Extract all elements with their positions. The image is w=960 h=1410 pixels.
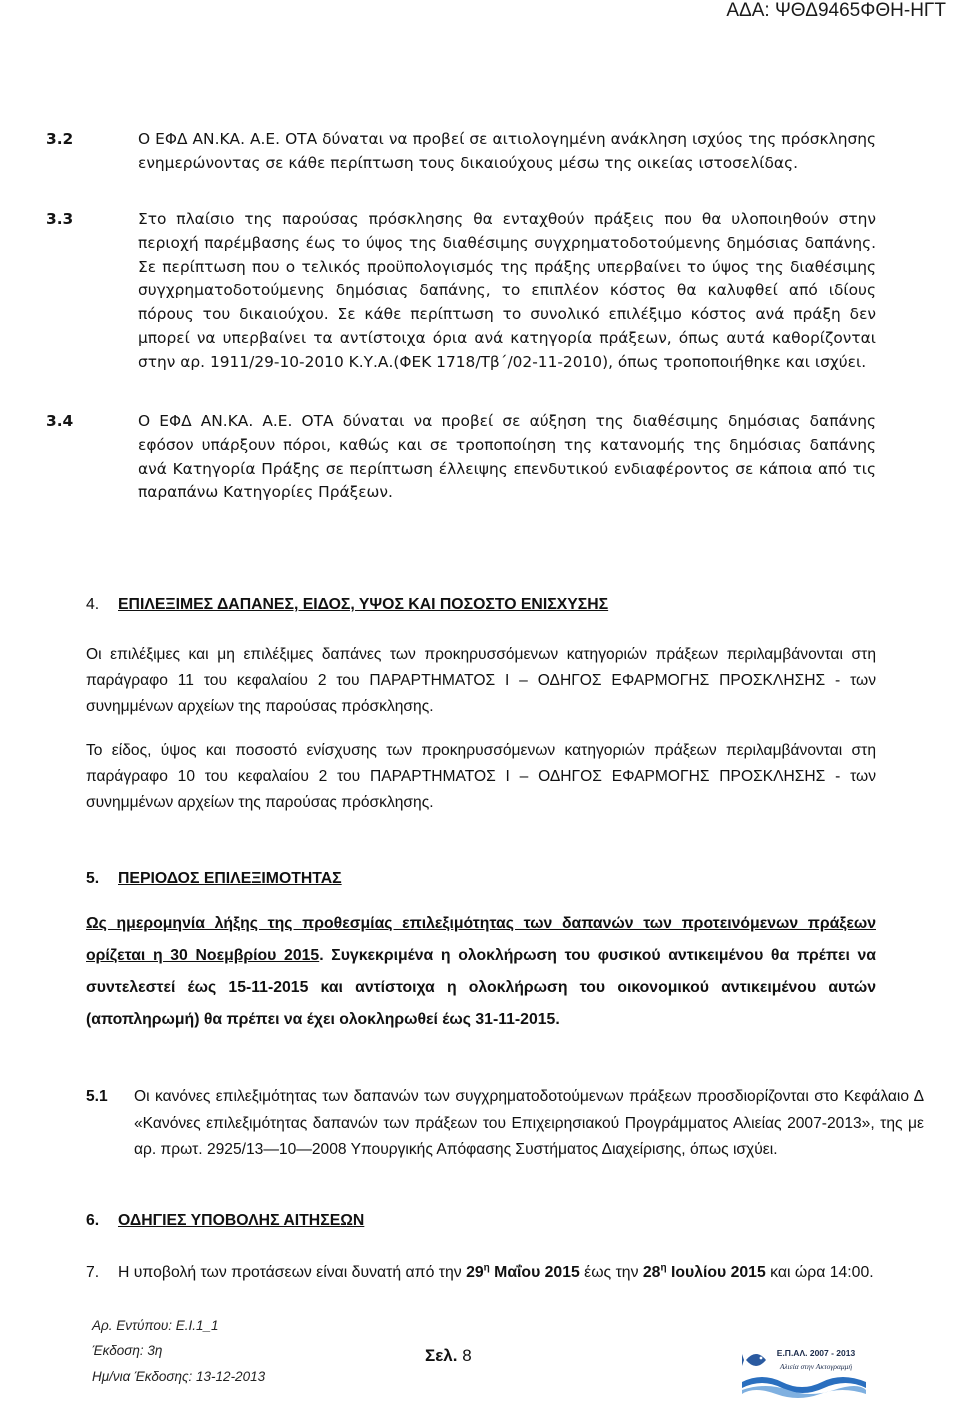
section-number: 3.3 <box>46 210 74 228</box>
section-text: Στο πλαίσιο της παρούσας πρόσκλησης θα ενταχθούν πράξεις που θα υλοποιηθούν στην περιοχή παρέμβασης έως το ύψος της διαθέσιμης συγχρηματοδοτούμενης δημόσιας δαπάνης. Σε περίπτωση που ο τελικός προϋπολογισμός της πράξης υπερβαίνει το ύψος της διαθέσιμης συγχρηματοδοτούμενης δημόσιας δαπάνης, το επιπλέον κόστος θα καλυφθεί από ιδίους πόρους του δικαιούχου. Σε κάθε περίπτωση το συνολικό επιλέξιμο κόστος ανά πράξη δεν μπορεί να υπερβαίνει τα αντίστοιχα όρια ανά κατηγορία πράξεων, όπως αυτά καθορίζονται στην αρ. 1911/29-10-2010 Κ.Υ.Α.(ΦΕΚ 1718/Τβ΄/02-11-2010), όπως τροποποιήθηκε και ισχύει. <box>138 210 876 371</box>
start-day-suffix: η <box>483 1262 490 1274</box>
paragraph-eligible-expenses: Οι επιλέξιμες και μη επιλέξιμες δαπάνες των προκηρυσσόμενων κατηγοριών πράξεων περιλαμβάνονται στη παράγραφο 11 του κεφαλαίου 2 του ΠΑΡΑΡΤΗΜΑΤΟΣ Ι – ΟΔΗΓΟΣ ΕΦΑΡΜΟΓΗΣ ΠΡΟΣΚΛΗΣΗΣ - των συνημμένων αρχείων της παρούσας πρόσκλησης. <box>86 646 876 715</box>
section-number: 3.2 <box>46 130 74 148</box>
footer-issue-date: Ημ/νια Έκδοσης: 13-12-2013 <box>92 1369 266 1384</box>
heading-number: 5. <box>86 870 100 887</box>
heading-number: 6. <box>86 1212 100 1229</box>
end-day-suffix: η <box>660 1262 667 1274</box>
paragraph-aid-type: Το είδος, ύψος και ποσοστό ενίσχυσης των προκηρυσσόμενων κατηγοριών πράξεων περιλαμβάνονται στη παράγραφο 10 του κεφαλαίου 2 του ΠΑΡΑΡΤΗΜΑΤΟΣ Ι – ΟΔΗΓΟΣ ΕΦΑΡΜΟΓΗΣ ΠΡΟΣΚΛΗΣΗΣ - των συνημμένων αρχείων της παρούσας πρόσκλησης. <box>86 742 876 811</box>
page-prefix: Σελ. <box>425 1346 458 1365</box>
start-month-year: Μαΐου 2015 <box>489 1264 580 1281</box>
heading-4 <box>86 596 608 614</box>
item-7-submission-period <box>86 1261 908 1285</box>
logo-title: Ε.Π.ΑΛ. 2007 - 2013 <box>776 1348 856 1358</box>
deadline-underlined-text: Ως ημερομηνία λήξης της προθεσμίας επιλεξιμότητας των δαπανών των προτεινόμενων πράξεων ορίζεται η 30 Νοεμβρίου 2015 <box>86 915 876 964</box>
section-text: Οι κανόνες επιλεξιμότητας των δαπανών των συγχρηματοδοτούμενων πράξεων προσδιορίζονται στο Κεφάλαιο Δ «Κανόνες επιλεξιμότητας δαπανών των πράξεων του Επιχειρησιακού Προγράμματος Αλιείας 2007-2013», της με αρ. πρωτ. 2925/13—10—2008 Υπουργικής Απόφασης Συστήματος Διαχείρισης, όπως ισχύει. <box>134 1088 924 1158</box>
section-3-4 <box>46 410 876 505</box>
footer-form-number: Αρ. Εντύπου: Ε.Ι.1_1 <box>92 1318 219 1333</box>
section-3-2 <box>46 128 876 176</box>
heading-title: ΠΕΡΙΟΔΟΣ ΕΠΙΛΕΞΙΜΟΤΗΤΑΣ <box>118 870 342 887</box>
end-month-year: Ιουλίου 2015 <box>666 1264 766 1281</box>
start-day: 29 <box>466 1264 484 1281</box>
section-text: Ο ΕΦΔ ΑΝ.ΚΑ. Α.Ε. ΟΤΑ δύναται να προβεί σε αιτιολογημένη ανάκληση ισχύος της πρόσκλησης ενημερώνοντας σε κάθε περίπτωση τους δικαιούχους μέσω της οικείας ιστοσελίδας. <box>138 130 876 172</box>
logo-subtitle: Αλιεία στην Ακτογραμμή <box>779 1362 853 1371</box>
section-text: Ο ΕΦΔ ΑΝ.ΚΑ. Α.Ε. ΟΤΑ δύναται να προβεί σε αύξηση της διαθέσιμης δημόσιας δαπάνης εφόσον υπάρξουν πόροι, καθώς και σε τροποποίηση της κατανομής της δημόσιας δαπάνης ανά Κατηγορία Πράξης σε περίπτωση έλλειψης επενδυτικού ενδιαφέροντος σε κάποια από τις παραπάνω Κατηγορίες Πράξεων. <box>138 412 876 502</box>
heading-5 <box>86 870 342 888</box>
heading-title: ΟΔΗΓΙΕΣ ΥΠΟΒΟΛΗΣ ΑΙΤΗΣΕΩΝ <box>118 1212 365 1229</box>
program-logo <box>742 1342 866 1398</box>
page-number: 8 <box>462 1346 472 1365</box>
ada-header: ΑΔΑ: ΨΘΔ9465ΦΘΗ-ΗΓΤ <box>726 0 946 21</box>
section-3-3 <box>46 208 876 375</box>
submission-text-1: Η υποβολή των προτάσεων είναι δυνατή από την <box>118 1264 467 1281</box>
submission-text-3: και ώρα 14:00. <box>765 1264 874 1281</box>
section-5-1 <box>86 1084 924 1164</box>
footer-edition: Έκδοση: 3η <box>92 1343 163 1358</box>
section-number: 5.1 <box>86 1088 108 1105</box>
page-number-label <box>425 1346 472 1366</box>
section-number: 3.4 <box>46 412 74 430</box>
end-day: 28 <box>642 1264 661 1281</box>
paragraph-eligibility-deadline <box>86 908 876 1036</box>
deadline-details-text: . Συγκεκριμένα η ολοκλήρωση του φυσικού αντικειμένου θα πρέπει να συντελεστεί έως 15-11-2015 και αντίστοιχα η ολοκλήρωση του οικονομικού αντικειμένου αυτών (αποπληρωμή) θα πρέπει να έχει ολοκληρωθεί έως 31-11-2015. <box>86 947 876 1028</box>
heading-6 <box>86 1212 364 1230</box>
heading-title: ΕΠΙΛΕΞΙΜΕΣ ΔΑΠΑΝΕΣ, ΕΙΔΟΣ, ΥΨΟΣ ΚΑΙ ΠΟΣΟΣΤΟ ΕΝΙΣΧΥΣΗΣ <box>118 596 609 613</box>
heading-number: 4. <box>86 596 100 613</box>
submission-text-2: έως την <box>579 1264 643 1281</box>
item-number: 7. <box>86 1264 100 1281</box>
